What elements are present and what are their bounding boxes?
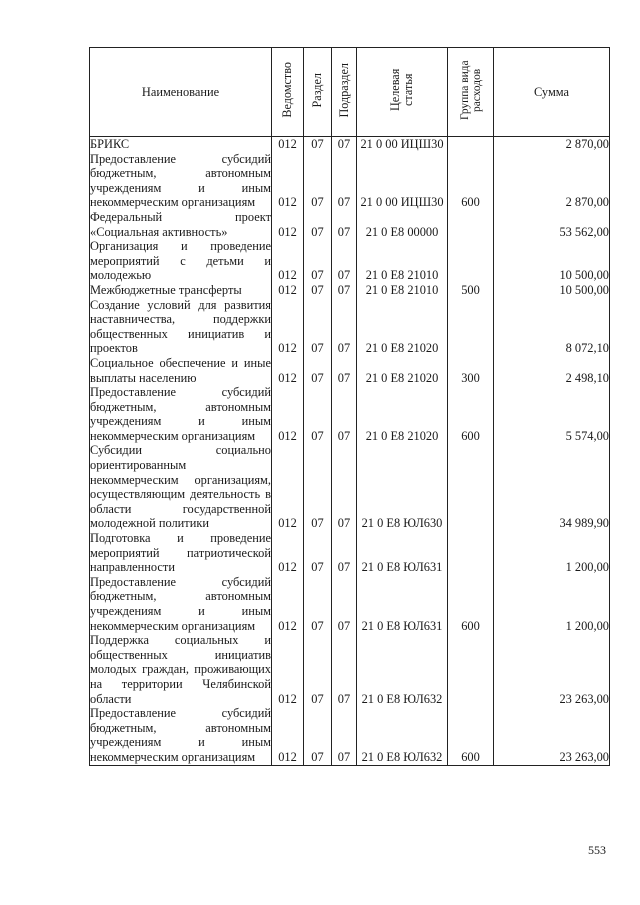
row-podrazdel: 07 xyxy=(332,356,357,385)
row-name: Создание условий для развития наставничества, поддержки общественных инициатив и проектов xyxy=(90,297,271,356)
row-vedomstvo: 012 xyxy=(272,575,304,633)
header-podrazdel: Подраздел xyxy=(332,48,357,137)
row-sum: 2 870,00 xyxy=(494,152,610,210)
header-vedomstvo: Ведомство xyxy=(272,48,304,137)
row-razdel: 07 xyxy=(304,531,332,575)
table-row xyxy=(90,633,610,706)
row-razdel: 07 xyxy=(304,356,332,385)
row-group xyxy=(448,210,494,239)
table-row xyxy=(90,385,610,443)
row-vedomstvo: 012 xyxy=(272,443,304,531)
row-vedomstvo: 012 xyxy=(272,210,304,239)
row-article: 21 0 E8 ЮЛ631 xyxy=(357,575,448,633)
row-article: 21 0 E8 00000 xyxy=(357,210,448,239)
table-row xyxy=(90,210,610,239)
row-vedomstvo: 012 xyxy=(272,356,304,385)
table-row xyxy=(90,575,610,633)
row-sum: 5 574,00 xyxy=(494,385,610,443)
row-article: 21 0 00 ИЦШ30 xyxy=(357,152,448,210)
row-sum: 8 072,10 xyxy=(494,298,610,356)
row-article: 21 0 E8 ЮЛ631 xyxy=(357,531,448,575)
row-group xyxy=(448,239,494,283)
row-razdel: 07 xyxy=(304,137,332,152)
row-podrazdel: 07 xyxy=(332,443,357,531)
row-name: Социальное обеспечение и иные выплаты населению xyxy=(90,355,271,385)
row-razdel: 07 xyxy=(304,283,332,298)
row-group xyxy=(448,633,494,706)
row-sum: 10 500,00 xyxy=(494,239,610,283)
row-sum: 1 200,00 xyxy=(494,575,610,633)
row-group: 600 xyxy=(448,385,494,443)
row-sum: 23 263,00 xyxy=(494,633,610,706)
header-group: Группа вида расходов xyxy=(448,48,494,137)
row-razdel: 07 xyxy=(304,575,332,633)
row-name: Подготовка и проведение мероприятий патриотической направленности xyxy=(90,531,271,575)
row-vedomstvo: 012 xyxy=(272,385,304,443)
row-sum: 2 870,00 xyxy=(494,137,610,152)
row-podrazdel: 07 xyxy=(332,706,357,765)
row-podrazdel: 07 xyxy=(332,210,357,239)
header-name: Наименование xyxy=(90,48,272,137)
header-article: Целевая статья xyxy=(357,48,448,137)
row-article: 21 0 00 ИЦШ30 xyxy=(357,137,448,152)
row-podrazdel: 07 xyxy=(332,633,357,706)
row-razdel: 07 xyxy=(304,239,332,283)
row-group: 600 xyxy=(448,575,494,633)
row-article: 21 0 E8 21020 xyxy=(357,298,448,356)
row-article: 21 0 E8 ЮЛ630 xyxy=(357,443,448,531)
table-row xyxy=(90,239,610,283)
row-article: 21 0 E8 21020 xyxy=(357,385,448,443)
row-podrazdel: 07 xyxy=(332,575,357,633)
row-sum: 1 200,00 xyxy=(494,531,610,575)
header-sum: Сумма xyxy=(494,48,610,137)
row-article: 21 0 E8 ЮЛ632 xyxy=(357,706,448,765)
row-name: Федеральный проект «Социальная активность» xyxy=(90,209,271,239)
row-vedomstvo: 012 xyxy=(272,283,304,298)
table-row xyxy=(90,298,610,356)
row-razdel: 07 xyxy=(304,443,332,531)
row-name: Предоставление субсидий бюджетным, автономным учреждениям и иным некоммерческим организациям xyxy=(90,385,271,443)
table-row xyxy=(90,443,610,531)
row-vedomstvo: 012 xyxy=(272,152,304,210)
row-name: Межбюджетные трансферты xyxy=(90,283,272,298)
row-article: 21 0 E8 21010 xyxy=(357,283,448,298)
row-razdel: 07 xyxy=(304,152,332,210)
row-vedomstvo: 012 xyxy=(272,531,304,575)
row-name: Субсидии социально ориентированным некоммерческим организациям, осуществляющим деятельность в области государственной молодежной политики xyxy=(90,443,271,531)
row-group: 300 xyxy=(448,356,494,385)
row-podrazdel: 07 xyxy=(332,239,357,283)
row-sum: 10 500,00 xyxy=(494,283,610,298)
row-sum: 53 562,00 xyxy=(494,210,610,239)
row-vedomstvo: 012 xyxy=(272,239,304,283)
row-podrazdel: 07 xyxy=(332,385,357,443)
row-razdel: 07 xyxy=(304,385,332,443)
row-vedomstvo: 012 xyxy=(272,633,304,706)
row-name: Предоставление субсидий бюджетным, автономным учреждениям и иным некоммерческим организациям xyxy=(90,706,271,764)
row-razdel: 07 xyxy=(304,210,332,239)
row-vedomstvo: 012 xyxy=(272,137,304,152)
table-row xyxy=(90,356,610,385)
table-row xyxy=(90,531,610,575)
row-name: Организация и проведение мероприятий с детьми и молодежью xyxy=(90,239,271,283)
table-row xyxy=(90,137,610,152)
table-row xyxy=(90,152,610,210)
row-name: Предоставление субсидий бюджетным, автономным учреждениям и иным некоммерческим организациям xyxy=(90,151,271,210)
row-name: Предоставление субсидий бюджетным, автономным учреждениям и иным некоммерческим организациям xyxy=(90,574,271,633)
row-article: 21 0 E8 21020 xyxy=(357,356,448,385)
row-article: 21 0 E8 ЮЛ632 xyxy=(357,633,448,706)
row-group xyxy=(448,137,494,152)
row-name: БРИКС xyxy=(90,137,272,152)
budget-table xyxy=(89,47,610,766)
table-row xyxy=(90,706,610,765)
row-podrazdel: 07 xyxy=(332,137,357,152)
row-vedomstvo: 012 xyxy=(272,706,304,765)
header-razdel: Раздел xyxy=(304,48,332,137)
row-group xyxy=(448,531,494,575)
row-podrazdel: 07 xyxy=(332,152,357,210)
row-podrazdel: 07 xyxy=(332,531,357,575)
row-name: Поддержка социальных и общественных инициатив молодых граждан, проживающих на территории Челябинской области xyxy=(90,633,271,706)
row-article: 21 0 E8 21010 xyxy=(357,239,448,283)
table-row xyxy=(90,283,610,298)
row-vedomstvo: 012 xyxy=(272,298,304,356)
row-razdel: 07 xyxy=(304,633,332,706)
row-razdel: 07 xyxy=(304,706,332,765)
page-number: 553 xyxy=(588,843,606,857)
row-group: 600 xyxy=(448,706,494,765)
row-sum: 34 989,90 xyxy=(494,443,610,531)
row-group xyxy=(448,298,494,356)
row-podrazdel: 07 xyxy=(332,298,357,356)
row-podrazdel: 07 xyxy=(332,283,357,298)
row-razdel: 07 xyxy=(304,298,332,356)
row-group xyxy=(448,443,494,531)
row-sum: 2 498,10 xyxy=(494,356,610,385)
row-sum: 23 263,00 xyxy=(494,706,610,765)
row-group: 600 xyxy=(448,152,494,210)
row-group: 500 xyxy=(448,283,494,298)
table-header-row xyxy=(90,48,610,137)
